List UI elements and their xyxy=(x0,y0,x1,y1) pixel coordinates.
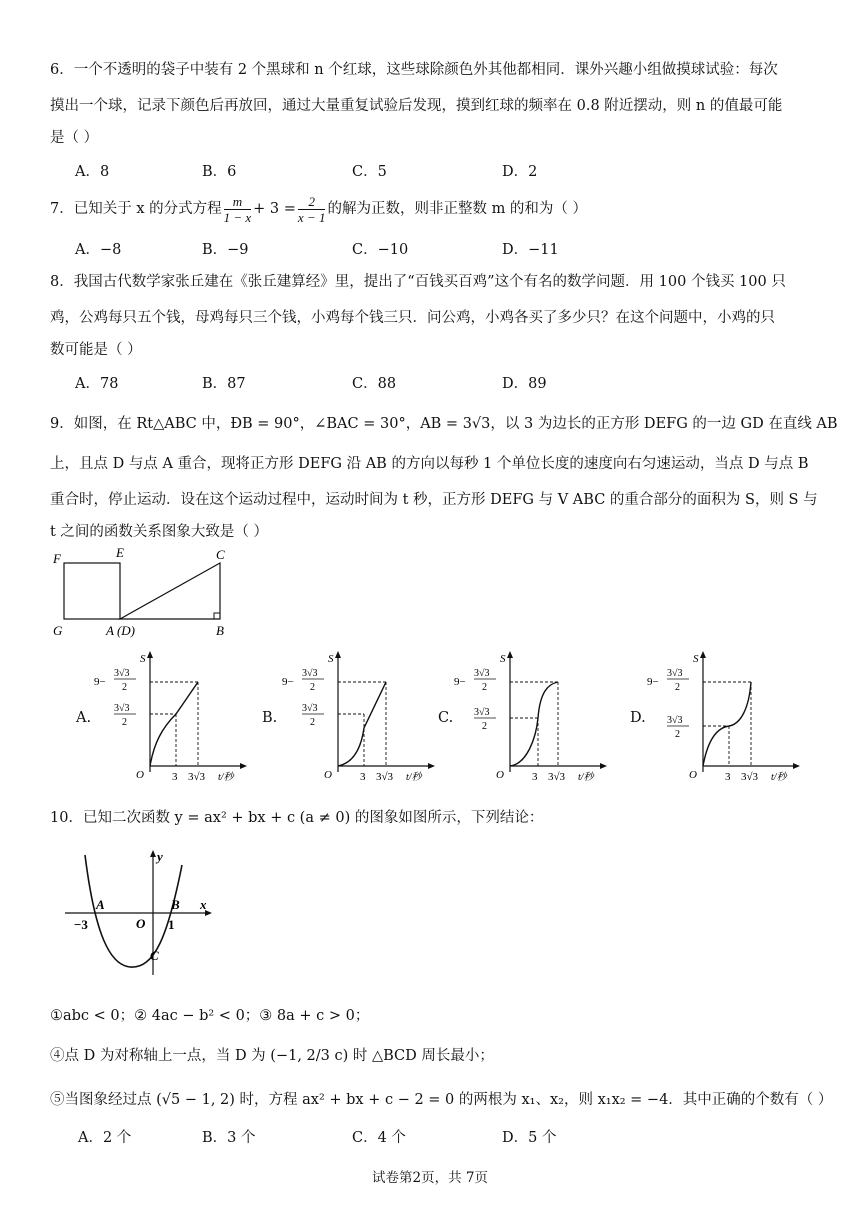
tick-3: 3 xyxy=(532,771,538,783)
q7-option-a: A．−8 xyxy=(75,242,122,258)
s-axis-arrow xyxy=(335,651,341,658)
q6-option-b: B．6 xyxy=(202,164,237,180)
y-mid-frac-den: 2 xyxy=(310,717,315,728)
origin-label: O xyxy=(324,769,332,781)
origin-label: O xyxy=(136,916,146,931)
q8-option-b: B．87 xyxy=(202,376,246,392)
t-axis-arrow xyxy=(600,763,607,769)
tick-minus-3: −3 xyxy=(74,917,88,932)
s-axis-arrow xyxy=(700,651,706,658)
square-defg xyxy=(64,563,120,619)
q7-frac1-den: 1 − x xyxy=(223,209,252,225)
q9-line4: t 之间的函数关系图象大致是（ ） xyxy=(50,524,269,540)
q7-option-d: D．−11 xyxy=(502,242,559,258)
q9-line2: 上，且点 D 与点 A 重合，现将正方形 DEFG 沿 AB 的方向以每秒 1 个单位长度的速度向右匀速运动，当点 D 与点 B xyxy=(50,456,809,472)
point-b-label: B xyxy=(171,897,180,912)
s-label: S xyxy=(328,653,334,665)
q6-line3: 是（ ） xyxy=(50,130,99,146)
q10-option-c: C．4 个 xyxy=(352,1130,406,1146)
graph-curve xyxy=(150,682,198,766)
label-e: E xyxy=(116,545,124,560)
tick-3-root3: 3√3 xyxy=(188,771,206,783)
q7-option-c: C．−10 xyxy=(352,242,409,258)
q6-option-a: A．8 xyxy=(75,164,110,180)
page-footer: 试卷第2页，共 7页 xyxy=(372,1170,488,1186)
t-axis-arrow xyxy=(428,763,435,769)
q10-line2: ①abc < 0；② 4ac − b² < 0；③ 8a + c > 0； xyxy=(50,1008,370,1024)
tick-one: 1 xyxy=(168,917,175,932)
q9-graph-c xyxy=(452,648,612,783)
q7-frac2-num: 2 xyxy=(298,194,326,210)
q7-suffix: 的解为正数，则非正整数 m 的和为（ ） xyxy=(327,201,588,217)
graph-curve xyxy=(510,682,558,766)
origin-label: O xyxy=(136,769,144,781)
q9-graph-d xyxy=(645,648,805,783)
s-axis-arrow xyxy=(507,651,513,658)
q9-line3: 重合时，停止运动．设在这个运动过程中，运动时间为 t 秒，正方形 DEFG 与 V ABC 的重合部分的面积为 S，则 S 与 xyxy=(50,492,818,508)
q9-option-d: D. xyxy=(630,710,646,726)
q7-frac1-num: m xyxy=(224,194,252,210)
y-top-frac-num: 3√3 xyxy=(302,668,318,679)
t-label: t/秒 xyxy=(578,772,594,783)
q8-line1: 8．我国古代数学家张丘建在《张丘建算经》里，提出了“百钱买百鸡”这个有名的数学问题．用 100 个钱买 100 只 xyxy=(50,274,786,290)
q6-option-c: C．5 xyxy=(352,164,387,180)
q10-parabola-figure xyxy=(60,845,220,980)
right-angle-mark xyxy=(214,613,220,619)
tick-3-root3: 3√3 xyxy=(376,771,394,783)
t-axis-arrow xyxy=(793,763,800,769)
q7-prefix: 7．已知关于 x 的分式方程 xyxy=(50,201,222,217)
point-c-label: C xyxy=(150,948,159,963)
q7-fraction-1 xyxy=(224,194,252,225)
q10-line4: ⑤当图象经过点 (√5 − 1, 2) 时，方程 ax² + bx + c − 2 = 0 的两根为 x₁、x₂，则 x₁x₂ = −4．其中正确的个数有（ ） xyxy=(50,1092,833,1108)
y-mid-frac-den: 2 xyxy=(482,721,487,732)
q6-line1: 6．一个不透明的袋子中装有 2 个黑球和 n 个红球，这些球除颜色外其他都相同．课外兴趣小组做摸球试验：每次 xyxy=(50,62,778,78)
q9-graph-b xyxy=(280,648,440,783)
q10-option-b: B．3 个 xyxy=(202,1130,256,1146)
y-mid-frac-num: 3√3 xyxy=(114,703,130,714)
y-axis-label: y xyxy=(157,849,163,864)
q7-line xyxy=(50,192,587,226)
q7-fraction-2 xyxy=(298,194,326,225)
t-label: t/秒 xyxy=(406,772,422,783)
origin-label: O xyxy=(689,769,697,781)
tick-3: 3 xyxy=(360,771,366,783)
tick-3-root3: 3√3 xyxy=(741,771,759,783)
y-mid-frac-den: 2 xyxy=(122,717,127,728)
y-top-frac-den: 2 xyxy=(122,682,127,693)
tick-3-root3: 3√3 xyxy=(548,771,566,783)
graph-curve xyxy=(703,682,751,766)
q9-option-b: B. xyxy=(262,710,278,726)
label-a-d: A (D) xyxy=(106,623,136,638)
q10-line3: ④点 D 为对称轴上一点，当 D 为 (−1, 2/3 c) 时 △BCD 周长最小； xyxy=(50,1048,494,1064)
q10-option-a: A．2 个 xyxy=(78,1130,132,1146)
y-top-frac-den: 2 xyxy=(482,682,487,693)
q8-option-d: D．89 xyxy=(502,376,547,392)
q9-graph-a xyxy=(92,648,252,783)
label-b: B xyxy=(216,623,224,638)
y-top-frac-num: 3√3 xyxy=(114,668,130,679)
y-top-prefix: 9− xyxy=(454,676,466,688)
q9-figure xyxy=(50,545,240,640)
t-label: t/秒 xyxy=(218,772,234,783)
q7-mid: + 3 = xyxy=(253,201,296,217)
q10-option-d: D．5 个 xyxy=(502,1130,557,1146)
y-mid-frac-num: 3√3 xyxy=(302,703,318,714)
y-top-frac-den: 2 xyxy=(310,682,315,693)
graph-curve xyxy=(338,682,386,766)
q9-option-c: C. xyxy=(438,710,454,726)
y-top-prefix: 9− xyxy=(94,676,106,688)
y-top-frac-den: 2 xyxy=(675,682,680,693)
y-top-frac-num: 3√3 xyxy=(474,668,490,679)
s-label: S xyxy=(693,653,699,665)
x-axis-label: x xyxy=(200,897,207,912)
s-axis-arrow xyxy=(147,651,153,658)
q10-line1: 10．已知二次函数 y = ax² + bx + c (a ≠ 0) 的图象如图所示，下列结论： xyxy=(50,810,544,826)
q9-option-a: A. xyxy=(76,710,92,726)
q8-option-a: A．78 xyxy=(75,376,119,392)
tick-3: 3 xyxy=(725,771,731,783)
y-mid-frac-num: 3√3 xyxy=(667,715,683,726)
s-label: S xyxy=(500,653,506,665)
q8-line2: 鸡，公鸡每只五个钱，母鸡每只三个钱，小鸡每个钱三只．问公鸡，小鸡各买了多少只？在这个问题中，小鸡的只 xyxy=(50,310,775,326)
y-top-prefix: 9− xyxy=(282,676,294,688)
q9-line1: 9．如图，在 Rt△ABC 中，ÐB = 90°，∠BAC = 30°，AB = 3√3，以 3 为边长的正方形 DEFG 的一边 GD 在直线 AB xyxy=(50,416,838,432)
triangle-abc xyxy=(120,563,220,619)
t-label: t/秒 xyxy=(771,772,787,783)
label-g: G xyxy=(53,623,63,638)
tick-3: 3 xyxy=(172,771,178,783)
point-a-label: A xyxy=(96,897,105,912)
y-top-prefix: 9− xyxy=(647,676,659,688)
q7-frac2-den: x − 1 xyxy=(297,209,326,225)
q8-line3: 数可能是（ ） xyxy=(50,342,142,358)
y-top-frac-num: 3√3 xyxy=(667,668,683,679)
s-label: S xyxy=(140,653,146,665)
y-mid-frac-num: 3√3 xyxy=(474,707,490,718)
y-mid-frac-den: 2 xyxy=(675,729,680,740)
q6-option-d: D．2 xyxy=(502,164,538,180)
q6-line2: 摸出一个球，记录下颜色后再放回，通过大量重复试验后发现，摸到红球的频率在 0.8 附近摆动，则 n 的值最可能 xyxy=(50,98,783,114)
label-c: C xyxy=(216,547,225,562)
q7-option-b: B．−9 xyxy=(202,242,249,258)
origin-label: O xyxy=(496,769,504,781)
label-f: F xyxy=(53,551,61,566)
t-axis-arrow xyxy=(240,763,247,769)
q8-option-c: C．88 xyxy=(352,376,397,392)
